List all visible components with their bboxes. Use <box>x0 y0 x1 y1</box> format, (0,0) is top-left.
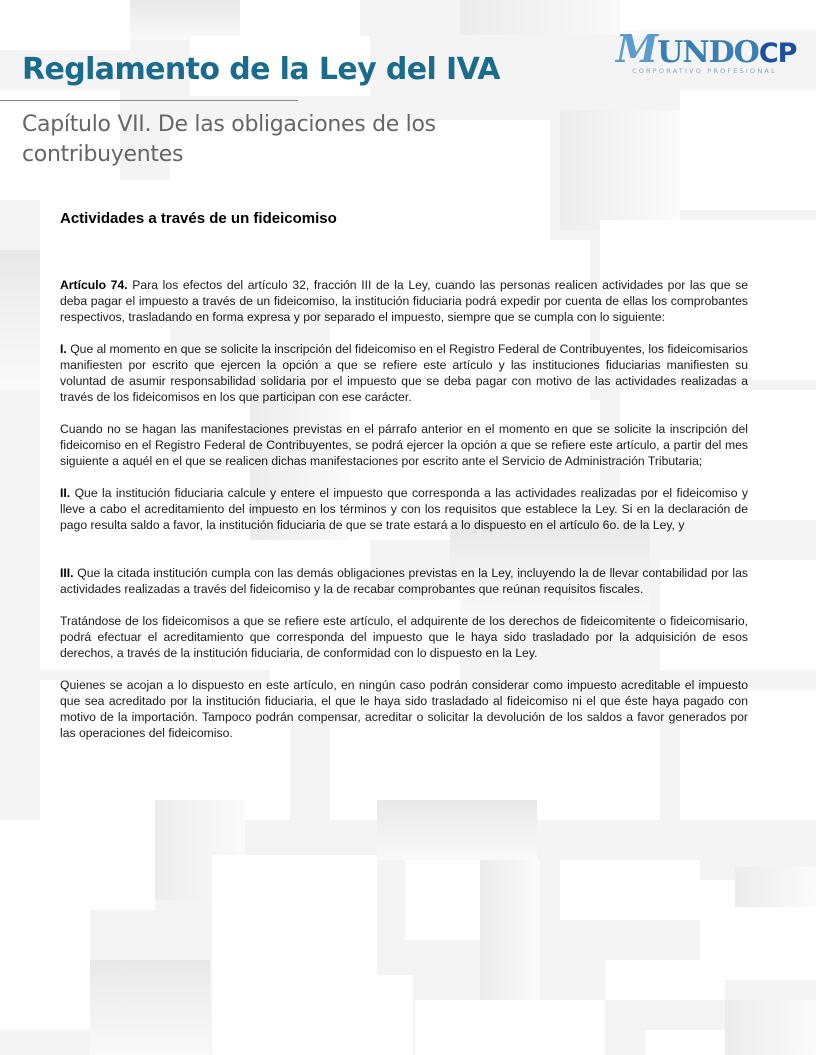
article-label: Artículo 74. <box>60 278 128 292</box>
fraction-iii: III. Que la citada institución cumpla con las demás obligaciones previstas en la Ley, incluyendo la de llevar contabilidad por las actividades realizadas a través del fideicomiso y la de recabar comprobantes que reúnan requisitos fiscales. <box>60 566 748 596</box>
chapter-subtitle: Capítulo VII. De las obligaciones de los contribuyentes <box>22 112 436 167</box>
fraction-i-extra: Cuando no se hagan las manifestaciones previstas en el párrafo anterior en el momento en que se solicite la inscripción del fideicomiso en el Registro Federal de Contribuyentes, se podrá ejercer la opción a que se refiere este artículo, a partir del mes siguiente a aquél en el que se realicen dichas manifestaciones por escrito ante el Servicio de Administración Tributaria; <box>60 422 748 468</box>
mundo-cp-logo <box>614 26 797 80</box>
fraction-i: I. Que al momento en que se solicite la inscripción del fideicomiso en el Registro Federal de Contribuyentes, los fideicomisarios manifiesten por escrito que ejercen la opción a que se refiere este artículo y las instituciones fiduciarias manifiesten su voluntad de asumir responsabilidad solidaria por el impuesto que se deba pagar con motivo de las actividades realizadas a través de los fideicomisos en los que participan con ese carácter. <box>60 342 748 404</box>
article-body <box>60 277 748 741</box>
title-divider <box>0 100 298 101</box>
fraction-label: III. <box>60 566 74 580</box>
paragraph: Tratándose de los fideicomisos a que se refiere este artículo, el adquirente de los derechos de fideicomitente o fideicomisario, podrá efectuar el acreditamiento que corresponda del impuesto que le haya sido trasladado por la adquisición de esos derechos, a través de la institución fiduciaria, de conformidad con lo dispuesto en la Ley. <box>60 614 748 660</box>
article-intro: Artículo 74. Para los efectos del artículo 32, fracción III de la Ley, cuando las personas realicen actividades por las que se deba pagar el impuesto a través de un fideicomiso, la institución fiduciaria podrá expedir por cuenta de ellas los comprobantes respectivos, trasladando en forma expresa y por separado el impuesto, siempre que se cumpla con lo siguiente: <box>60 278 749 324</box>
logo-tagline: CORPORATIVO PROFESIONAL <box>632 67 777 75</box>
document-title: Reglamento de la Ley del IVA <box>22 52 500 87</box>
paragraph: Quienes se acojan a lo dispuesto en este artículo, en ningún caso podrán considerar como impuesto acreditable el impuesto que sea acreditado por la institución fiduciaria, el que le haya sido trasladado al fideicomiso ni el que éste haya pagado con motivo de la importación. Tampoco podrán compensar, acreditar o solicitar la devolución de los saldos a favor generados por las operaciones del fideicomiso. <box>60 678 748 740</box>
section-heading: Actividades a través de un fideicomiso <box>60 210 337 227</box>
fraction-ii: II. Que la institución fiduciaria calcule y entere el impuesto que corresponda a las actividades realizadas por el fideicomiso y lleve a cabo el acreditamiento del impuesto en los términos y con los requisitos que establece la Ley. Si en la declaración de pago resulta saldo a favor, la institución fiduciaria de que se trate estará a lo dispuesto en el artículo 6o. de la Ley, y <box>60 486 748 532</box>
fraction-label: II. <box>60 486 71 500</box>
logo-wordmark: MUNDOCP <box>616 26 797 71</box>
fraction-label: I. <box>60 342 67 356</box>
